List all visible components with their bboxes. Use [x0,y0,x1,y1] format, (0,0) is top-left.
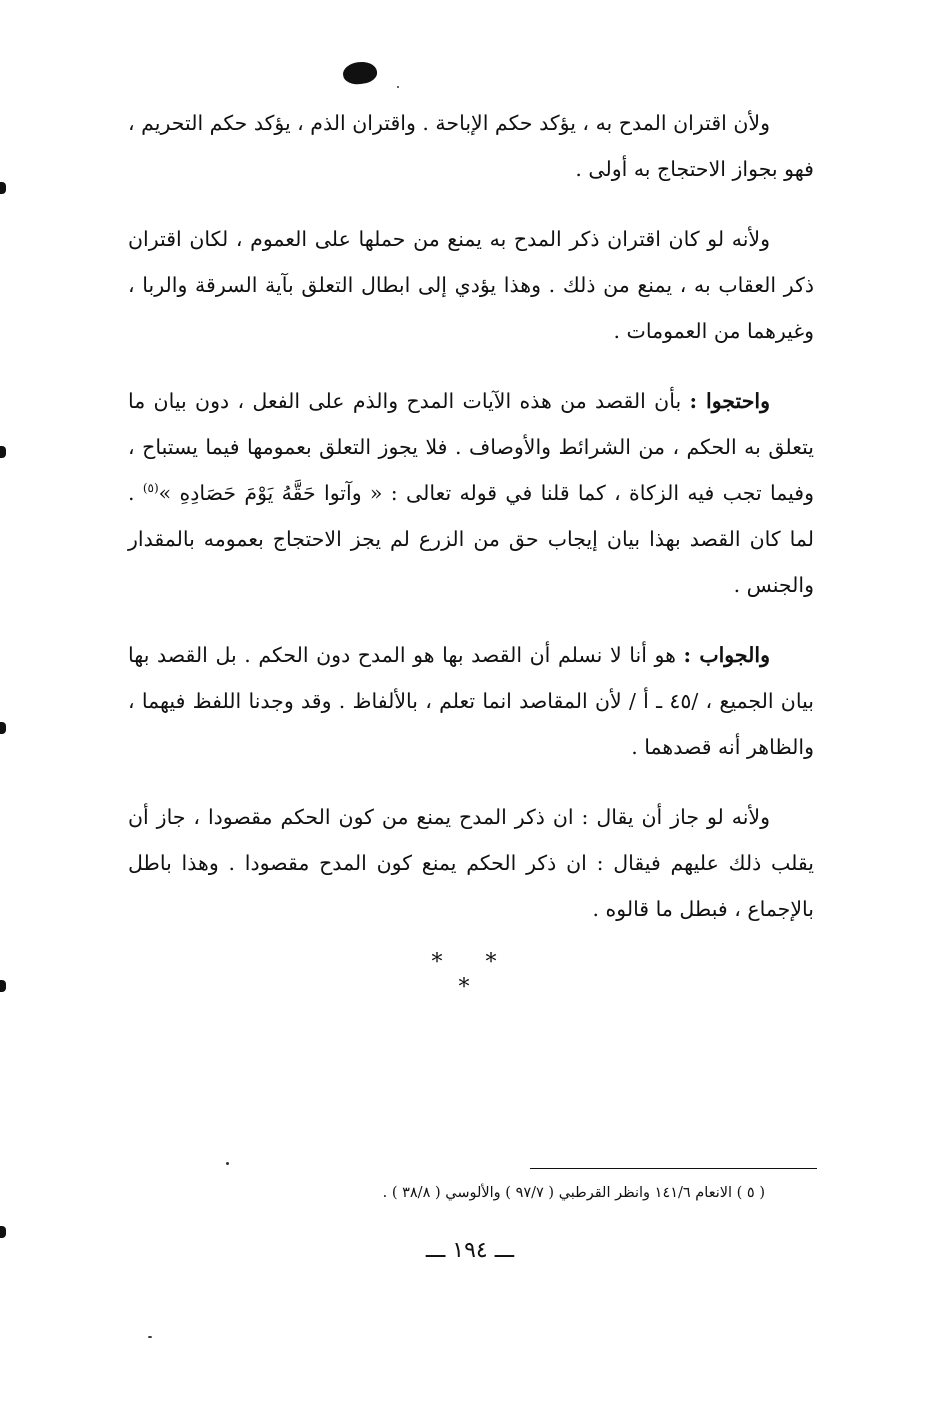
paragraph-lead: والجواب : [683,643,770,667]
page-number: ـــ ١٩٤ ـــ [425,1238,515,1263]
paragraph-text: هو أنا لا نسلم أن القصد بها هو المدح دون الحكم . بل القصد بها بيان الجميع ، ‎/٤٥ ـ أ / لأن المقاصد انما تعلم ، بالألفاظ . وقد وجدنا اللفظ فيهما ، والظاهر أنه قصدهما . [128,643,814,759]
ink-speck [226,1162,229,1165]
paragraph-answer [128,632,814,770]
footnote-rule [530,1168,817,1169]
margin-mark [0,722,6,734]
paragraph [128,794,814,932]
footnote-reference: (٥) [142,481,159,496]
ink-blot [342,60,379,87]
footnote: ( ٥ ) الانعام ١٤١/٦ وانظر القرطبي ( ٩٧/٧ ) والألوسي ( ٣٨/٨ ) . [382,1185,765,1201]
paragraph [128,216,814,354]
paragraph-text: ولأنه لو كان اقتران ذكر المدح به يمنع من حملها على العموم ، لكان اقتران ذكر العقاب به ، يمنع من ذلك . وهذا يؤدي إلى ابطال التعلق بآية السرقة والربا ، وغيرهما من العمومات . [128,227,814,343]
margin-mark [0,446,6,458]
paragraph-text: بأن القصد من هذه الآيات المدح والذم على الفعل ، دون بيان ما يتعلق به الحكم ، من الشرائط والأوصاف . فلا يجوز التعلق بعمومها فيما يستباح ، وفيما تجب فيه الزكاة ، كما قلنا في قوله تعالى : « وآتوا حَقَّهُ يَوْمَ حَصَادِهِ » [128,389,814,505]
section-separator: * * * [431,950,515,1000]
paragraph-text-continued: . لما كان القصد بهذا بيان إيجاب حق من الزرع لم يجز الاحتجاج بعمومه بالمقدار والجنس . [128,481,814,597]
paragraph-lead: واحتجوا : [689,389,770,413]
ink-speck [397,86,399,88]
margin-mark [0,1226,6,1238]
margin-mark [0,980,6,992]
paragraph-text: ولأنه لو جاز أن يقال : ان ذكر المدح يمنع من كون الحكم مقصودا ، جاز أن يقلب ذلك عليهم فيقال : ان ذكر الحكم يمنع كون المدح مقصودا . وهذا باطل بالإجماع ، فبطل ما قالوه . [128,805,814,921]
paragraph [128,100,814,192]
paragraph-text: ولأن اقتران المدح به ، يؤكد حكم الإباحة . واقتران الذم ، يؤكد حكم التحريم ، فهو بجواز الاحتجاج به أولى . [128,111,814,181]
ink-speck [148,1336,152,1338]
main-text [128,100,814,956]
paragraph-argument [128,378,814,608]
margin-mark [0,182,6,194]
